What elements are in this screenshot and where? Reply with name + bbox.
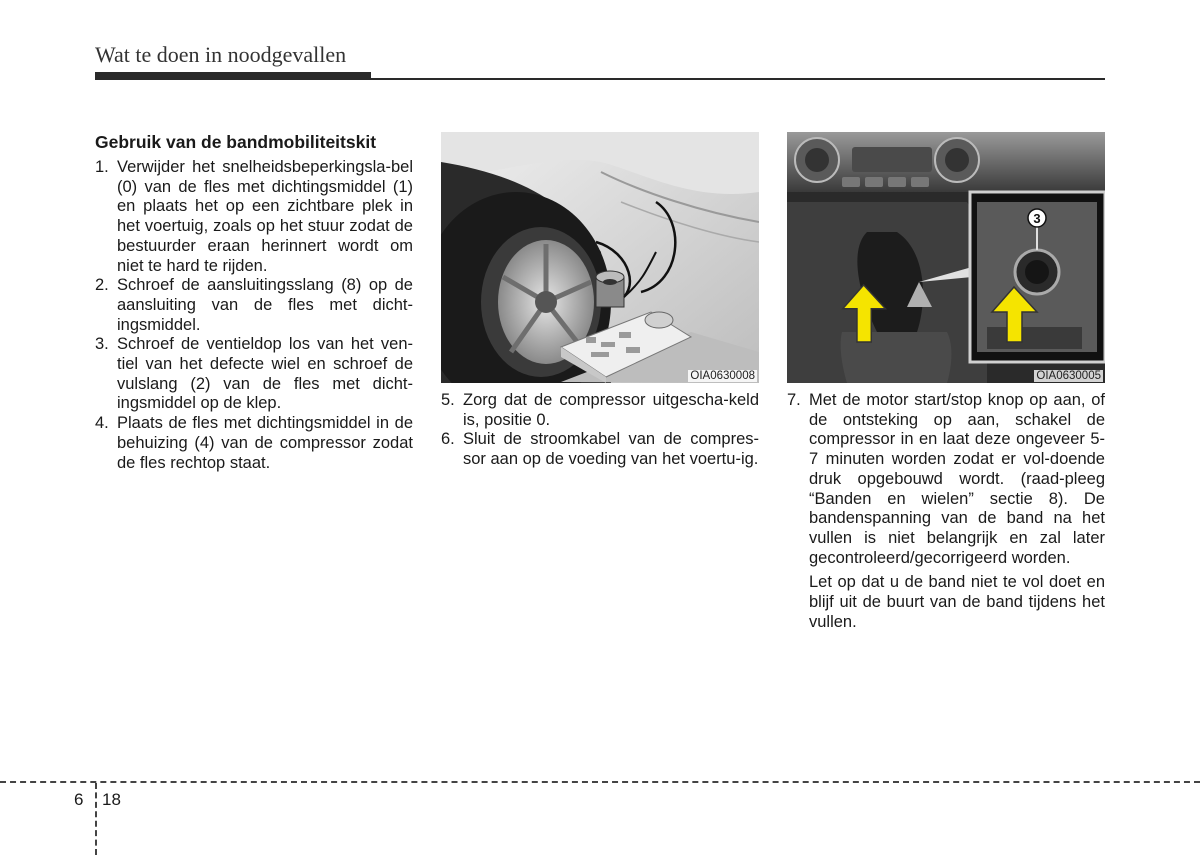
chapter-number: 6 <box>74 790 84 809</box>
footer-divider <box>0 781 1200 783</box>
step-text: Schroef de ventieldop los van het ven-tiel van het defecte wiel en schroef de vulslang (2) van de fles met dicht-ingsmiddel op de klep. <box>117 335 413 413</box>
step-number: 6. <box>441 430 455 449</box>
steps-list-1 <box>95 158 413 473</box>
steps-list-3 <box>787 391 1105 568</box>
steps-list-2 <box>441 391 759 470</box>
page-number: 18 <box>102 790 121 809</box>
figure-code: OIA0630008 <box>690 370 755 382</box>
step-number: 1. <box>95 158 109 176</box>
step-note: Let op dat u de band niet te vol doet en blijf uit de buurt van de band tijdens het vullen. <box>809 573 1105 631</box>
dashboard-illustration <box>787 132 1105 383</box>
step-text: Verwijder het snelheidsbeperkingsla-bel (0) van de fles met dichtingsmiddel (1) en plaats het op een zichtbare plek in het voertuig, zoals op het stuur zodat de bestuurder eraan herinnert wordt om niet te hard te rijden. <box>117 158 413 275</box>
list-item <box>441 391 759 430</box>
list-item <box>787 391 1105 568</box>
footer-vertical-divider <box>95 783 97 855</box>
section-heading: Gebruik van de bandmobiliteitskit <box>95 132 377 152</box>
callout-number: 3 <box>1033 211 1041 226</box>
list-item <box>95 335 413 414</box>
header-rule <box>95 78 1105 80</box>
step-number: 7. <box>787 391 801 409</box>
step-text: Sluit de stroomkabel van de compres-sor aan op de voeding van het voertu-ig. <box>463 430 759 469</box>
column-3 <box>787 391 1105 632</box>
list-item <box>95 276 413 335</box>
list-item <box>95 414 413 473</box>
figure-code: OIA0630005 <box>1036 370 1101 382</box>
figure-tire-compressor <box>441 132 759 383</box>
figure-dashboard-socket <box>787 132 1105 383</box>
column-2 <box>441 391 759 470</box>
step-text: Zorg dat de compressor uitgescha-keld is, positie 0. <box>463 391 759 429</box>
step-number: 5. <box>441 391 455 409</box>
step-number: 4. <box>95 414 109 433</box>
tire-compressor-illustration <box>441 132 759 383</box>
step-text: Met de motor start/stop knop op aan, of de ontsteking op aan, schakel de compressor in en laat deze ongeveer 5-7 minuten worden zodat er vol-doende druk opgebouwd wordt. (raad-pleeg “Banden en wielen” sectie 8). De bandenspanning van de band na het vullen is niet belangrijk en zal later gecontroleerd/gecorrigeerd worden. <box>809 391 1105 567</box>
step-number: 3. <box>95 335 109 354</box>
step-number: 2. <box>95 276 109 295</box>
step-text: Plaats de fles met dichtingsmiddel in de behuizing (4) van de compressor zodat de fles rechtop staat. <box>117 414 413 472</box>
list-item <box>441 430 759 469</box>
list-item <box>95 158 413 276</box>
step-text: Schroef de aansluitingsslang (8) op de aansluiting van de fles met dicht-ingsmiddel. <box>117 276 413 334</box>
chapter-title: Wat te doen in noodgevallen <box>95 42 347 67</box>
column-1 <box>95 132 413 473</box>
